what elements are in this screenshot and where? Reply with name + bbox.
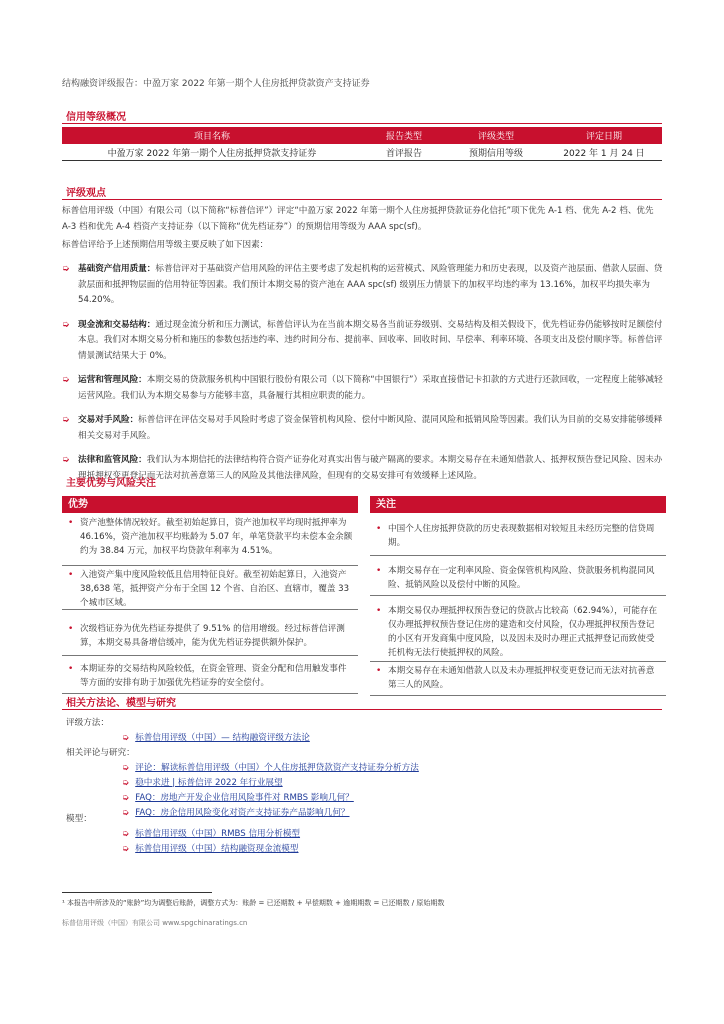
method-link-item	[122, 731, 310, 743]
concern-item: • 本期交易仅办理抵押权预告登记的贷款占比较高（62.94%），可能存在仅办理抵押权预告登记住房的建造和交付风险，仅办理抵押权预告登记的小区有开发商集中度风险，以及因未及时办理正式抵押登记而致使受托机构无法行使抵押权的风险。	[370, 602, 666, 662]
cell-report-type: 首评报告	[362, 144, 446, 161]
factor-cashflow-structure	[62, 318, 666, 365]
methods-title: 相关方法论、模型与研究	[66, 698, 176, 709]
model-link-item	[122, 842, 299, 854]
arrow-right-icon: ➭	[62, 264, 70, 274]
bullet-dot-icon: •	[376, 566, 382, 576]
model-link[interactable]: 标普信用评级（中国）RMBS 信用分析模型	[135, 829, 301, 839]
factor-title: 运营和管理风险：	[78, 375, 147, 385]
arrow-right-icon: ➭	[122, 778, 130, 788]
related-link-item	[122, 806, 350, 818]
rating-methods-label: 评级方法：	[66, 718, 109, 728]
cell-project-name: 中盈万家 2022 年第一期个人住房抵押贷款支持证券	[62, 144, 362, 161]
rating-factors-list	[62, 262, 666, 493]
col-rating-type: 评级类型	[446, 127, 546, 144]
concern-item: • 本期交易存在一定利率风险、资金保管机构风险、贷款服务机构混同风险、抵销风险以及偿付中断的风险。	[370, 556, 666, 596]
related-link[interactable]: FAQ：房地产开发企业信用风险事件对 RMBS 影响几何？	[135, 793, 354, 803]
related-link[interactable]: FAQ：房企信用风险变化对资产支持证券产品影响几何？	[135, 808, 350, 818]
arrow-right-icon: ➭	[122, 733, 130, 743]
rating-table	[62, 127, 662, 161]
page-footer: 标普信用评级（中国）有限公司 www.spgchinaratings.cn	[62, 919, 248, 927]
arrow-right-icon: ➭	[62, 319, 70, 330]
strength-item: • 资产池整体情况较好。截至初始起算日，资产池加权平均现时抵押率为 46.16%，资产池加权平均账龄为 5.07 年，单笔贷款平均未偿本金余额约为 38.84 万元，加权平均贷款年利率为 4.51%。	[62, 514, 358, 566]
rating-view-title: 评级观点	[66, 188, 106, 199]
factor-asset-credit-quality	[62, 262, 666, 309]
factor-title: 基础资产信用质量：	[78, 264, 156, 274]
method-link[interactable]: 标普信用评级（中国）— 结构融资评级方法论	[135, 733, 310, 743]
concern-item: • 中国个人住房抵押贷款的历史表现数据相对较短且未经历完整的信贷周期。	[370, 514, 666, 556]
factor-title: 法律和监管风险：	[78, 455, 147, 465]
rating-table-header	[62, 127, 662, 144]
arrow-right-icon: ➭	[122, 844, 130, 854]
factor-operation-risk	[62, 373, 666, 404]
arrow-right-icon: ➭	[122, 793, 130, 803]
factor-counterparty-risk	[62, 413, 666, 444]
arrow-right-icon: ➭	[122, 829, 130, 839]
factor-text: 我们认为本期信托的法律结构符合资产证券化对真实出售与破产隔离的要求。本期交易存在未通知借款人、抵押权预告登记风险、因未办理抵押权变更登记而无法对抗善意第三人的风险及其他法律风险，但现有的交易安排可有效缓释上述风险。	[78, 455, 663, 481]
col-rating-date: 评定日期	[546, 127, 662, 144]
strengths-list	[62, 514, 358, 694]
arrow-right-icon: ➭	[122, 763, 130, 773]
bullet-dot-icon: •	[376, 524, 382, 534]
bullet-dot-icon: •	[68, 624, 74, 634]
model-link[interactable]: 标普信用评级（中国）结构融资现金流模型	[135, 844, 299, 854]
cell-rating-type: 预期信用等级	[446, 144, 546, 161]
factor-title: 现金流和交易结构：	[78, 319, 156, 330]
bullet-dot-icon: •	[68, 570, 74, 580]
arrow-right-icon: ➭	[62, 375, 70, 385]
rating-view-rule	[62, 199, 662, 200]
related-link-item	[122, 776, 283, 788]
arrow-right-icon: ➭	[62, 455, 70, 465]
report-header-title: 结构融资评级报告：中盈万家 2022 年第一期个人住房抵押贷款资产支持证券	[62, 79, 370, 89]
factor-text: 标普信评对于基础资产信用风险的评估主要考虑了发起机构的运营模式、风险管理能力和历史表现，以及资产池层面、借款人层面、贷款层面和抵押物层面的信用特征等因素。我们预计本期交易的资产池在 AAA spc(sf) 级别压力情景下的加权平均违约率为 13.16%，加权平均损失率为 54.20%。	[78, 264, 663, 305]
arrow-right-icon: ➭	[122, 808, 130, 818]
col-project-name: 项目名称	[62, 127, 362, 144]
bullet-dot-icon: •	[68, 518, 74, 528]
strengths-header: 优势	[62, 496, 358, 513]
factor-title: 交易对手风险：	[78, 415, 139, 425]
arrow-right-icon: ➭	[62, 415, 70, 425]
bullet-dot-icon: •	[376, 606, 382, 616]
related-link[interactable]: 稳中求进 | 标普信评 2022 年行业展望	[135, 778, 283, 788]
model-link-item	[122, 827, 300, 839]
col-report-type: 报告类型	[362, 127, 446, 144]
cell-rating-date: 2022 年 1 月 24 日	[546, 144, 662, 161]
footnote: ¹ 本报告中所涉及的“账龄”均为调整后账龄，调整方式为：账龄 = 已还期数 + 早偿期数 + 逾期期数 = 已还期数 / 原始期数	[62, 899, 445, 907]
footnote-rule	[62, 892, 212, 893]
rating-overview-rule	[62, 123, 662, 124]
concerns-list	[370, 514, 666, 696]
rating-reason-lead: 标普信评给予上述预期信用等级主要反映了如下因素：	[62, 240, 269, 250]
rating-table-row	[62, 144, 662, 161]
bullet-dot-icon: •	[68, 664, 74, 674]
related-link-item	[122, 791, 354, 803]
related-link-item	[122, 761, 419, 773]
strength-item: • 入池资产集中度风险较低且信用特征良好。截至初始起算日，入池资产 38,638 笔，抵押资产分布于全国 12 个省、自治区、直辖市，覆盖 33 个城市区域。	[62, 566, 358, 610]
factor-text: 本期交易的贷款服务机构中国银行股份有限公司（以下简称“中国银行”）采取直接借记卡扣款的方式进行还款回收，一定程度上能够减轻运营风险。我们认为本期交易参与方能够丰富，具备履行其相应职责的能力。	[78, 375, 663, 401]
factor-text: 通过现金流分析和压力测试，标普信评认为在当前本期交易各当前证券级别、交易结构及相关假设下，优先档证券仍能够按时足额偿付本息。我们对本期交易分析和施压的参数包括违约率、违约时间分布、提前率、回收率、回收时间、早偿率、利率环境、各项支出及偿付顺序等。标普信评情景测试结果大于 0%。	[78, 319, 663, 361]
related-research-label: 相关评论与研究：	[66, 748, 135, 758]
concern-item: • 本期交易存在未通知借款人以及未办理抵押权变更登记而无法对抗善意第三人的风险。	[370, 662, 666, 696]
factor-text: 标普信评在评估交易对手风险时考虑了资金保管机构风险、偿付中断风险、混同风险和抵销风险等因素。我们认为目前的交易安排能够缓释相关交易对手风险。	[78, 415, 663, 441]
rating-overview-title: 信用等级概况	[66, 112, 126, 123]
models-label: 模型：	[66, 814, 92, 824]
rating-view-intro: 标普信用评级（中国）有限公司（以下简称“标普信评”）评定“中盈万家 2022 年第一期个人住房抵押贷款证券化信托”项下优先 A-1 档、优先 A-2 档、优先 A-3 档和优先 A-4 档资产支持证券（以下简称“优先档证券”）的预期信用等级为 AAA spc(sf)。	[62, 206, 654, 232]
methods-rule	[62, 709, 662, 710]
concerns-header: 关注	[370, 496, 666, 513]
strength-item: • 本期证券的交易结构风险较低，在资金管理、资金分配和信用触发事件等方面的安排有助于加强优先档证券的安全偿付。	[62, 660, 358, 694]
related-link[interactable]: 评论：解读标普信用评级（中国）个人住房抵押贷款资产支持证券分析方法	[135, 763, 419, 773]
bullet-dot-icon: •	[376, 666, 382, 676]
strengths-risks-title: 主要优势与风险关注	[66, 478, 156, 489]
strength-item: • 次级档证券为优先档证券提供了 9.51% 的信用增级。经过标普信评测算，本期交易具备增信缓冲，能为优先档证券提供额外保护。	[62, 620, 358, 656]
